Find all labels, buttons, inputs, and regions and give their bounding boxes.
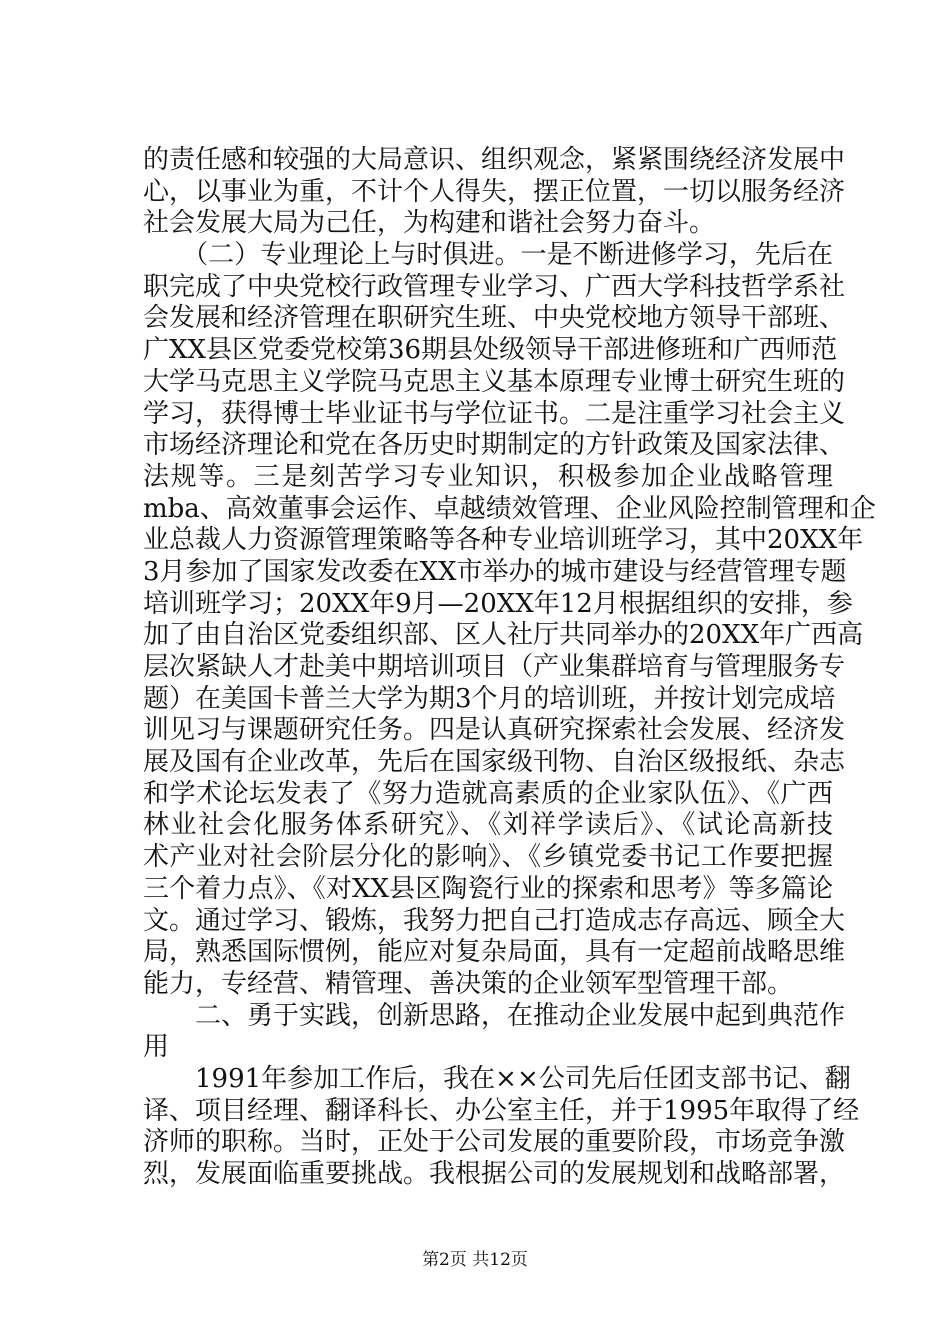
text-line: 局，熟悉国际惯例，能应对复杂局面，具有一定超前战略思维 [143,937,846,968]
text-line: mba、高效董事会运作、卓越绩效管理、企业风险控制管理和企 [143,493,876,524]
text-line: 会发展和经济管理在职研究生班、中央党校地方领导干部班、 [143,303,846,334]
text-line: 能力，专经营、精管理、善决策的企业领军型管理干部。 [143,968,794,999]
section-heading-line: 用 [143,1032,170,1063]
text-line: 和学术论坛发表了《努力造就高素质的企业家队伍》、《广西 [143,778,833,809]
text-line: 题）在美国卡普兰大学为期3个月的培训班，并按计划完成培 [143,683,836,714]
body-text [143,145,876,1191]
text-line: 烈，发展面临重要挑战。我根据公司的发展规划和战略部署， [143,1159,846,1189]
text-line: 大学马克思主义学院马克思主义基本原理专业博士研究生班的 [143,366,846,397]
text-line: 加了由自治区党委组织部、区人社厅共同举办的20XX年广西高 [143,620,864,651]
text-line: 三个着力点》、《对XX县区陶瓷行业的探索和思考》等多篇论 [143,873,833,904]
text-line: 展及国有企业改革，先后在国家级刊物、自治区级报纸、杂志 [143,747,846,778]
text-line: 市场经济理论和党在各历史时期制定的方针政策及国家法律、 [143,430,846,461]
text-line: （二）专业理论上与时俱进。一是不断进修学习，先后在 [143,240,833,271]
text-line: 培训班学习；20XX年9月—20XX年12月根据组织的安排，参 [143,588,853,619]
text-line: 3月参加了国家发改委在XX市举办的城市建设与经营管理专题 [143,556,847,587]
text-line: 层次紧缺人才赴美中期培训项目（产业集群培育与管理服务专 [143,652,846,682]
section-heading-line: 二、勇于实践，创新思路，在推动企业发展中起到典范作 [143,1000,846,1031]
text-line: 济师的职称。当时，正处于公司发展的重要阶段，市场竞争激 [143,1127,846,1158]
text-line: 训见习与课题研究任务。四是认真研究探索社会发展、经济发 [143,715,846,746]
text-line: 社会发展大局为己任，为构建和谐社会努力奋斗。 [143,208,716,239]
text-line: 译、项目经理、翻译科长、办公室主任，并于1995年取得了经 [143,1095,860,1126]
text-line: 林业社会化服务体系研究》、《刘祥学读后》、《试论高新技 [143,810,833,841]
text-line: 心，以事业为重，不计个人得失，摆正位置，一切以服务经济 [143,176,846,207]
text-line: 术产业对社会阶层分化的影响》、《乡镇党委书记工作要把握 [143,842,833,873]
text-line: 的责任感和较强的大局意识、组织观念，紧紧围绕经济发展中 [143,145,846,175]
text-line: 学习，获得博士毕业证书与学位证书。二是注重学习社会主义 [143,398,846,429]
page-number-footer: 第2页 共12页 [422,1250,528,1270]
text-line: 职完成了中央党校行政管理专业学习、广西大学科技哲学系社 [143,271,846,302]
text-line: 文。通过学习、锻炼，我努力把自己打造成志存高远、顾全大 [143,905,846,936]
text-line: 法规等。三是刻苦学习专业知识，积极参加企业战略管理 [143,461,833,492]
text-line: 业总裁人力资源管理策略等各种专业培训班学习，其中20XX年 [143,525,864,556]
text-line: 1991年参加工作后，我在××公司先后任团支部书记、翻 [143,1063,851,1094]
text-line: 广XX县区党委党校第36期县处级领导干部进修班和广西师范 [143,335,838,366]
